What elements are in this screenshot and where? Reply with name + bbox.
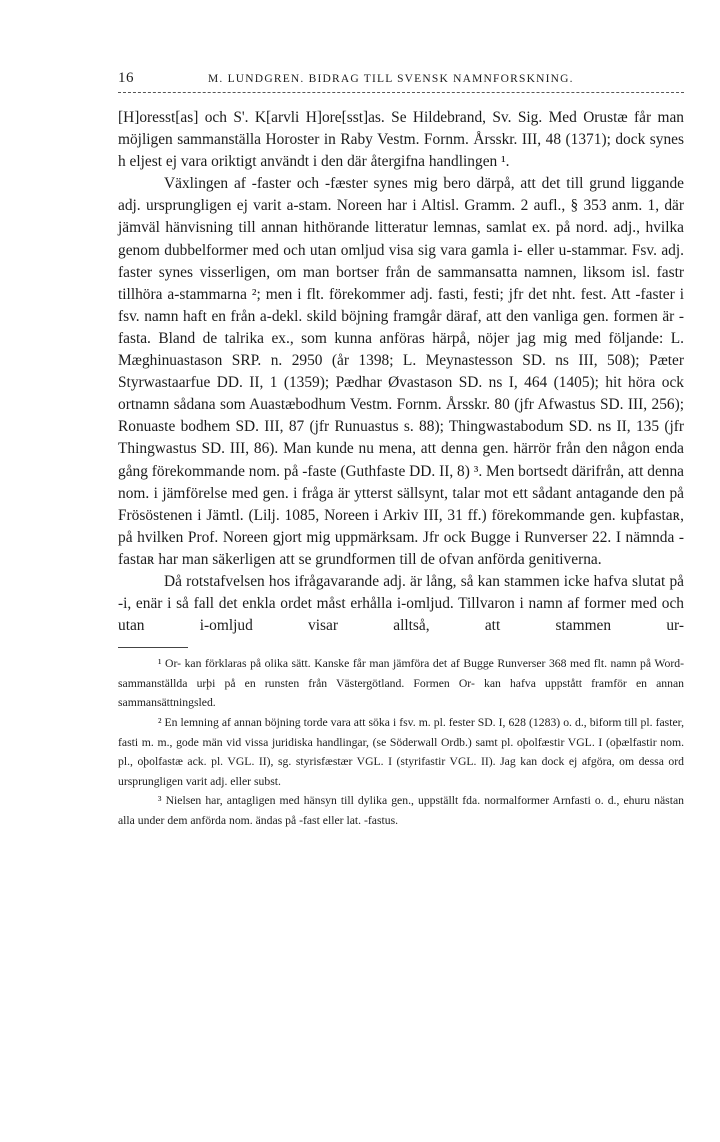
book-page xyxy=(118,70,684,831)
main-text xyxy=(118,107,684,637)
page-number: 16 xyxy=(118,70,134,86)
page-header xyxy=(118,70,684,90)
footnote-3: ³ Nielsen har, antagligen med hänsyn till dylika gen., uppställt fda. normalformer Arnfasti o. d., ehuru nästan alla under dem anförda nom. ändas på -fast eller lat. -fastus. xyxy=(118,794,684,827)
footnote-rule xyxy=(118,647,188,648)
paragraph-3: Då rotstafvelsen hos ifrågavarande adj. är lång, så kan stammen icke hafva slutat på -i, enär i så fall det enkla ordet måst erhålla i-omljud. Tillvaron i namn af former med och utan i-omljud visar alltså, att stammen ur- xyxy=(118,572,684,635)
footnote-2: ² En lemning af annan böjning torde vara att söka i fsv. m. pl. fester SD. I, 628 (1283) o. d., biform till pl. faster, fasti m. m., gode män vid vissa juridiska handlingar, (se Söderwall Ordb.) samt pl. oþolfæstir VGL. I (oþælfastir nom. pl., oþolfastæ ack. pl. VGL. II), sg. styrisfæstær VGL. I (styrifastir VGL. II). Jag kan dock ej afgöra, om dessa ord ursprungligen varit adj. eller subst. xyxy=(118,716,684,788)
header-rule xyxy=(118,92,684,93)
paragraph-2: Växlingen af -faster och -fæster synes mig bero därpå, att det till grund liggande adj. ursprungligen ej varit a-stam. Noreen har i Altisl. Gramm. 2 aufl., § 353 anm. 1, där jämväl hänvisning till annan hithörande litteratur lemnas, samlat ex. på nord. adj., hvilka genom dubbelformer med och utan omljud visa sig vara gamla i- eller u-stammar. Fsv. adj. faster synes visserligen, om man bortser från de sammansatta namnen, liksom isl. fastr tillhöra a-stammarna ²; men i flt. förekommer adj. fasti, festi; jfr det nht. fest. Att -faster i fsv. namn haft en från a-dekl. skild böjning framgår däraf, att den vanliga gen. formen är -fasta. Bland de talrika ex., som kunna anföras härpå, nöjer jag mig med följande: L. Mæghinuastason SRP. n. 2950 (år 1398; L. Meynastesson SD. ns III, 508); Pæter Styrwastaarfue DD. II, 1 (1359); Pædhar Øvastason SD. ns I, 464 (1405); hit höra ock ortnamn sådana som Auastæbodhum Vestm. Fornm. Årsskr. 80 (jfr Afwastus SD. III, 256); Ronuaste bodhem SD. III, 87 (jfr Runuastus s. 88); Thingwastabodum SD. ns II, 135 (jfr Thingwastus SD. III, 86). Man kunde nu mena, att denna gen. härrör från den någon enda gång förekommande nom. på -faste (Guthfaste DD. II, 8) ³. Men bortsedt därifrån, att denna nom. i jämförelse med gen. i fråga är ytterst sällsynt, talar mot ett sådant antagande den på Frösöstenen i Jämtl. (Lilj. 1085, Noreen i Arkiv III, 31 ff.) förekommande gen. kuþfastaʀ, på hvilken Prof. Noreen gjort mig uppmärksam. Jfr ock Bugge i Runverser 22. I nämnda -fastaʀ har man säkerligen att se grundformen till de ofvan anförda genitiverna. xyxy=(118,175,684,568)
running-title: M. LUNDGREN. BIDRAG TILL SVENSK NAMNFORSKNING. xyxy=(208,73,574,85)
footnotes xyxy=(118,654,684,830)
footnote-1: ¹ Or- kan förklaras på olika sätt. Kanske får man jämföra det af Bugge Runverser 368 med flt. namn på Word- sammanställda urþi på en runsten från Västergötland. Formen Or- kan hafva uppstått framför en annan sammansättningsled. xyxy=(118,657,684,710)
paragraph-1: [H]oresst[as] och S'. K[arvli H]ore[sst]as. Se Hildebrand, Sv. Sig. Med Orustæ får man möjligen sammanställa Horoster in Raby Vestm. Fornm. Årsskr. III, 48 (1371); dock synes h eljest ej vara oriktigt användt i den där återgifna handlingen ¹. xyxy=(118,109,684,171)
